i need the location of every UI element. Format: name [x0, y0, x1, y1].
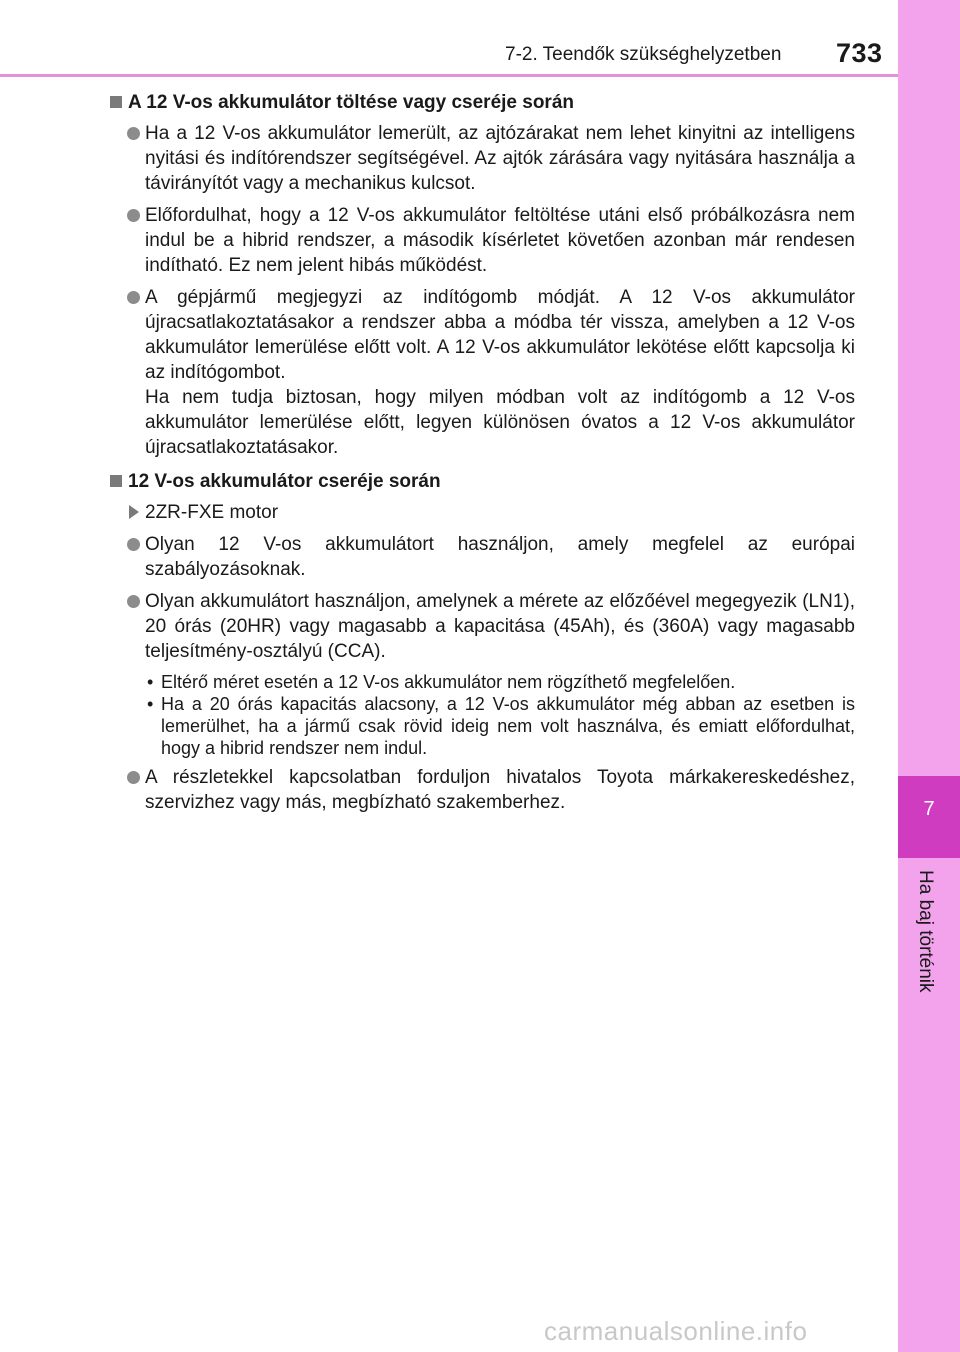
section-heading-text: 12 V-os akkumulátor cseréje során	[128, 471, 441, 492]
round-bullet-icon	[127, 771, 140, 784]
round-bullet-icon	[127, 538, 140, 551]
chapter-number: 7	[923, 798, 935, 820]
chapter-side-tab	[898, 0, 960, 1352]
section-heading	[110, 469, 855, 494]
list-item-text: Ha a 12 V-os akkumulátor lemerült, az ajtózárakat nem lehet kinyitni az intelligens nyitási és indítórendszer segítségével. Az ajtók zárására vagy nyitására használja a távirányítót vagy a mechanikus kulcsot.	[145, 123, 855, 194]
list-item-text: Előfordulhat, hogy a 12 V-os akkumulátor feltöltése utáni első próbálkozásra nem indul be a hibrid rendszer, a második kísérletet követően azonban már rendesen indítható. Ez nem jelent hibás működést.	[145, 205, 855, 276]
square-bullet-icon	[110, 96, 122, 108]
list-item	[110, 765, 855, 815]
round-bullet-icon	[127, 127, 140, 140]
list-item	[110, 532, 855, 582]
sub-bullet-icon: •	[147, 672, 154, 692]
sub-bullet-list	[110, 671, 855, 759]
sub-list-item	[110, 671, 855, 693]
list-item-text: 2ZR-FXE motor	[145, 502, 279, 523]
triangle-bullet-icon	[129, 505, 139, 519]
list-item-text-continued: Ha nem tudja biztosan, hogy milyen módban volt az indítógomb a 12 V-os akkumulátor lemerülése előtt, legyen különösen óvatos a 12 V-os akkumulátor újracsatlakoztatásakor.	[145, 387, 855, 458]
sub-list-item-text: Eltérő méret esetén a 12 V-os akkumulátor nem rögzíthető megfelelően.	[161, 672, 736, 692]
list-item-text: A gépjármű megjegyzi az indítógomb módját. A 12 V-os akkumulátor újracsatlakoztatásakor a rendszer abba a módba tér vissza, amelyben a 12 V-os akkumulátor lemerülése előtt volt. A 12 V-os akkumulátor lekötése előtt kapcsolja ki az indítógombot.	[145, 287, 855, 383]
header-rule	[0, 74, 898, 77]
round-bullet-icon	[127, 209, 140, 222]
sub-bullet-icon: •	[147, 694, 154, 714]
sub-list-item-text: Ha a 20 órás kapacitás alacsony, a 12 V-os akkumulátor még abban az esetben is lemerülhet, ha a jármű csak rövid ideig nem volt használva, és emiatt előfordulhat, hogy a hibrid rendszer nem indul.	[161, 694, 855, 758]
chapter-title: Ha baj történik	[915, 870, 936, 993]
list-item	[110, 121, 855, 196]
watermark-link[interactable]: carmanualsonline.info	[544, 1316, 808, 1346]
sub-list-item	[110, 693, 855, 759]
page-body	[110, 90, 855, 822]
chapter-number-box	[898, 776, 960, 858]
list-item	[110, 285, 855, 460]
list-item-text: Olyan akkumulátort használjon, amelynek a mérete az előzőével megegyezik (LN1), 20 órás (20HR) vagy magasabb a kapacitása (45Ah), és (360A) vagy magasabb teljesítmény-osztályú (CCA).	[145, 591, 855, 662]
round-bullet-icon	[127, 595, 140, 608]
list-item-text: Olyan 12 V-os akkumulátort használjon, amely megfelel az európai szabályozásoknak.	[145, 534, 855, 580]
page-number: 733	[836, 38, 883, 68]
running-header-section: 7-2. Teendők szükséghelyzetben	[505, 44, 782, 65]
list-item	[110, 500, 855, 525]
section-heading	[110, 90, 855, 115]
square-bullet-icon	[110, 475, 122, 487]
round-bullet-icon	[127, 291, 140, 304]
list-item-text: A részletekkel kapcsolatban forduljon hivatalos Toyota márkakereskedéshez, szervizhez vagy más, megbízható szakemberhez.	[145, 767, 855, 813]
list-item	[110, 203, 855, 278]
list-item	[110, 589, 855, 664]
section-heading-text: A 12 V-os akkumulátor töltése vagy cseréje során	[128, 92, 574, 113]
